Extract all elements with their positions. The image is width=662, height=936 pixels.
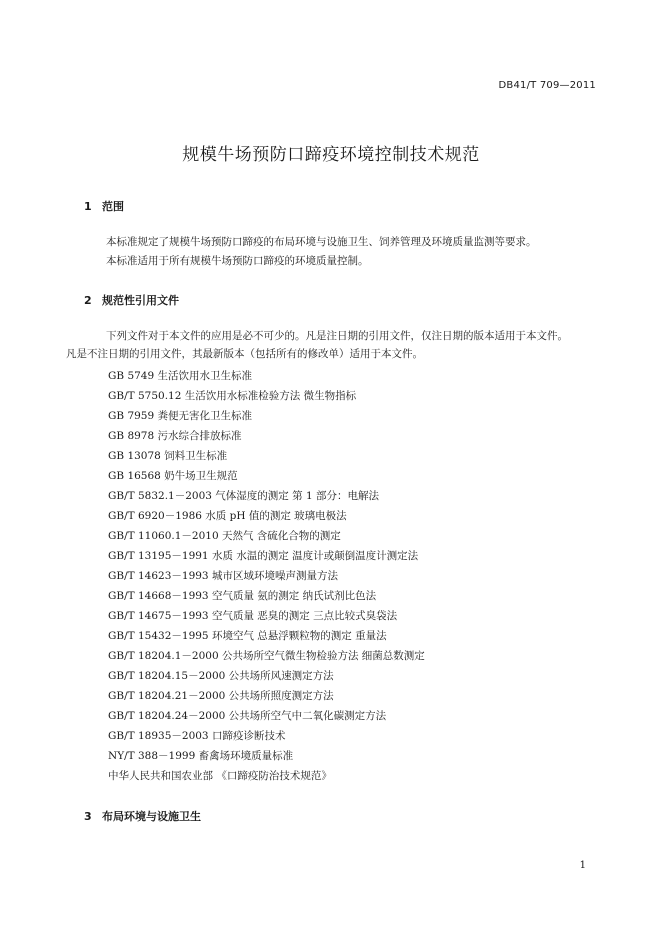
section-number: 2 [84,294,92,307]
reference-item: GB/T 14675－1993 空气质量 恶臭的测定 三点比较式臭袋法 [108,610,398,622]
reference-item: GB 13078 饲料卫生标准 [108,450,228,462]
section-heading-layout-environment [84,808,201,824]
reference-item: GB/T 18204.1－2000 公共场所空气微生物检验方法 细菌总数测定 [108,650,425,662]
reference-item: GB/T 6920－1986 水质 pH 值的测定 玻璃电极法 [108,510,347,522]
reference-item: GB/T 5750.12 生活饮用水标准检验方法 微生物指标 [108,390,357,402]
document-title: 规模牛场预防口蹄疫环境控制技术规范 [182,145,480,165]
reference-item: GB 8978 污水综合排放标准 [108,430,242,442]
paragraph: 本标准适用于所有规模牛场预防口蹄疫的环境质量控制。 [106,255,369,267]
paragraph: 本标准规定了规模牛场预防口蹄疫的布局环境与设施卫生、饲养管理及环境质量监测等要求。 [106,236,537,248]
section-number: 1 [84,200,92,213]
paragraph: 凡是不注日期的引用文件，其最新版本（包括所有的修改单）适用于本文件。 [66,348,423,360]
reference-item: GB/T 18204.24－2000 公共场所空气中二氧化碳测定方法 [108,710,387,722]
section-number: 3 [84,810,92,823]
reference-item: GB/T 18204.15－2000 公共场所风速测定方法 [108,670,334,682]
section-title: 规范性引用文件 [102,294,179,307]
section-heading-scope [84,198,124,214]
section-heading-normative-references [84,292,179,308]
reference-list [108,366,425,786]
reference-item: GB/T 5832.1－2003 气体湿度的测定 第 1 部分：电解法 [108,490,379,502]
reference-item: GB/T 14668－1993 空气质量 氨的测定 纳氏试剂比色法 [108,590,377,602]
reference-item: GB/T 13195－1991 水质 水温的测定 温度计或颠倒温度计测定法 [108,550,419,562]
section-title: 布局环境与设施卫生 [102,810,201,823]
reference-item: GB/T 11060.1－2010 天然气 含硫化合物的测定 [108,530,341,542]
reference-item: GB/T 15432－1995 环境空气 总悬浮颗粒物的测定 重量法 [108,630,387,642]
reference-item: 中华人民共和国农业部 《口蹄疫防治技术规范》 [108,770,332,782]
paragraph: 下列文件对于本文件的应用是必不可少的。凡是注日期的引用文件，仅注日期的版本适用于本文件。 [106,330,568,342]
reference-item: GB/T 14623－1993 城市区域环境噪声测量方法 [108,570,338,582]
section-title: 范围 [102,200,124,213]
reference-item: GB/T 18935－2003 口蹄疫诊断技术 [108,730,286,742]
document-code: DB41/T 709—2011 [498,80,596,91]
page-number: 1 [579,860,586,871]
reference-item: GB 7959 粪便无害化卫生标准 [108,410,253,422]
reference-item: GB 16568 奶牛场卫生规范 [108,470,238,482]
reference-item: GB 5749 生活饮用水卫生标准 [108,370,253,382]
reference-item: NY/T 388－1999 畜禽场环境质量标准 [108,750,294,762]
reference-item: GB/T 18204.21－2000 公共场所照度测定方法 [108,690,334,702]
